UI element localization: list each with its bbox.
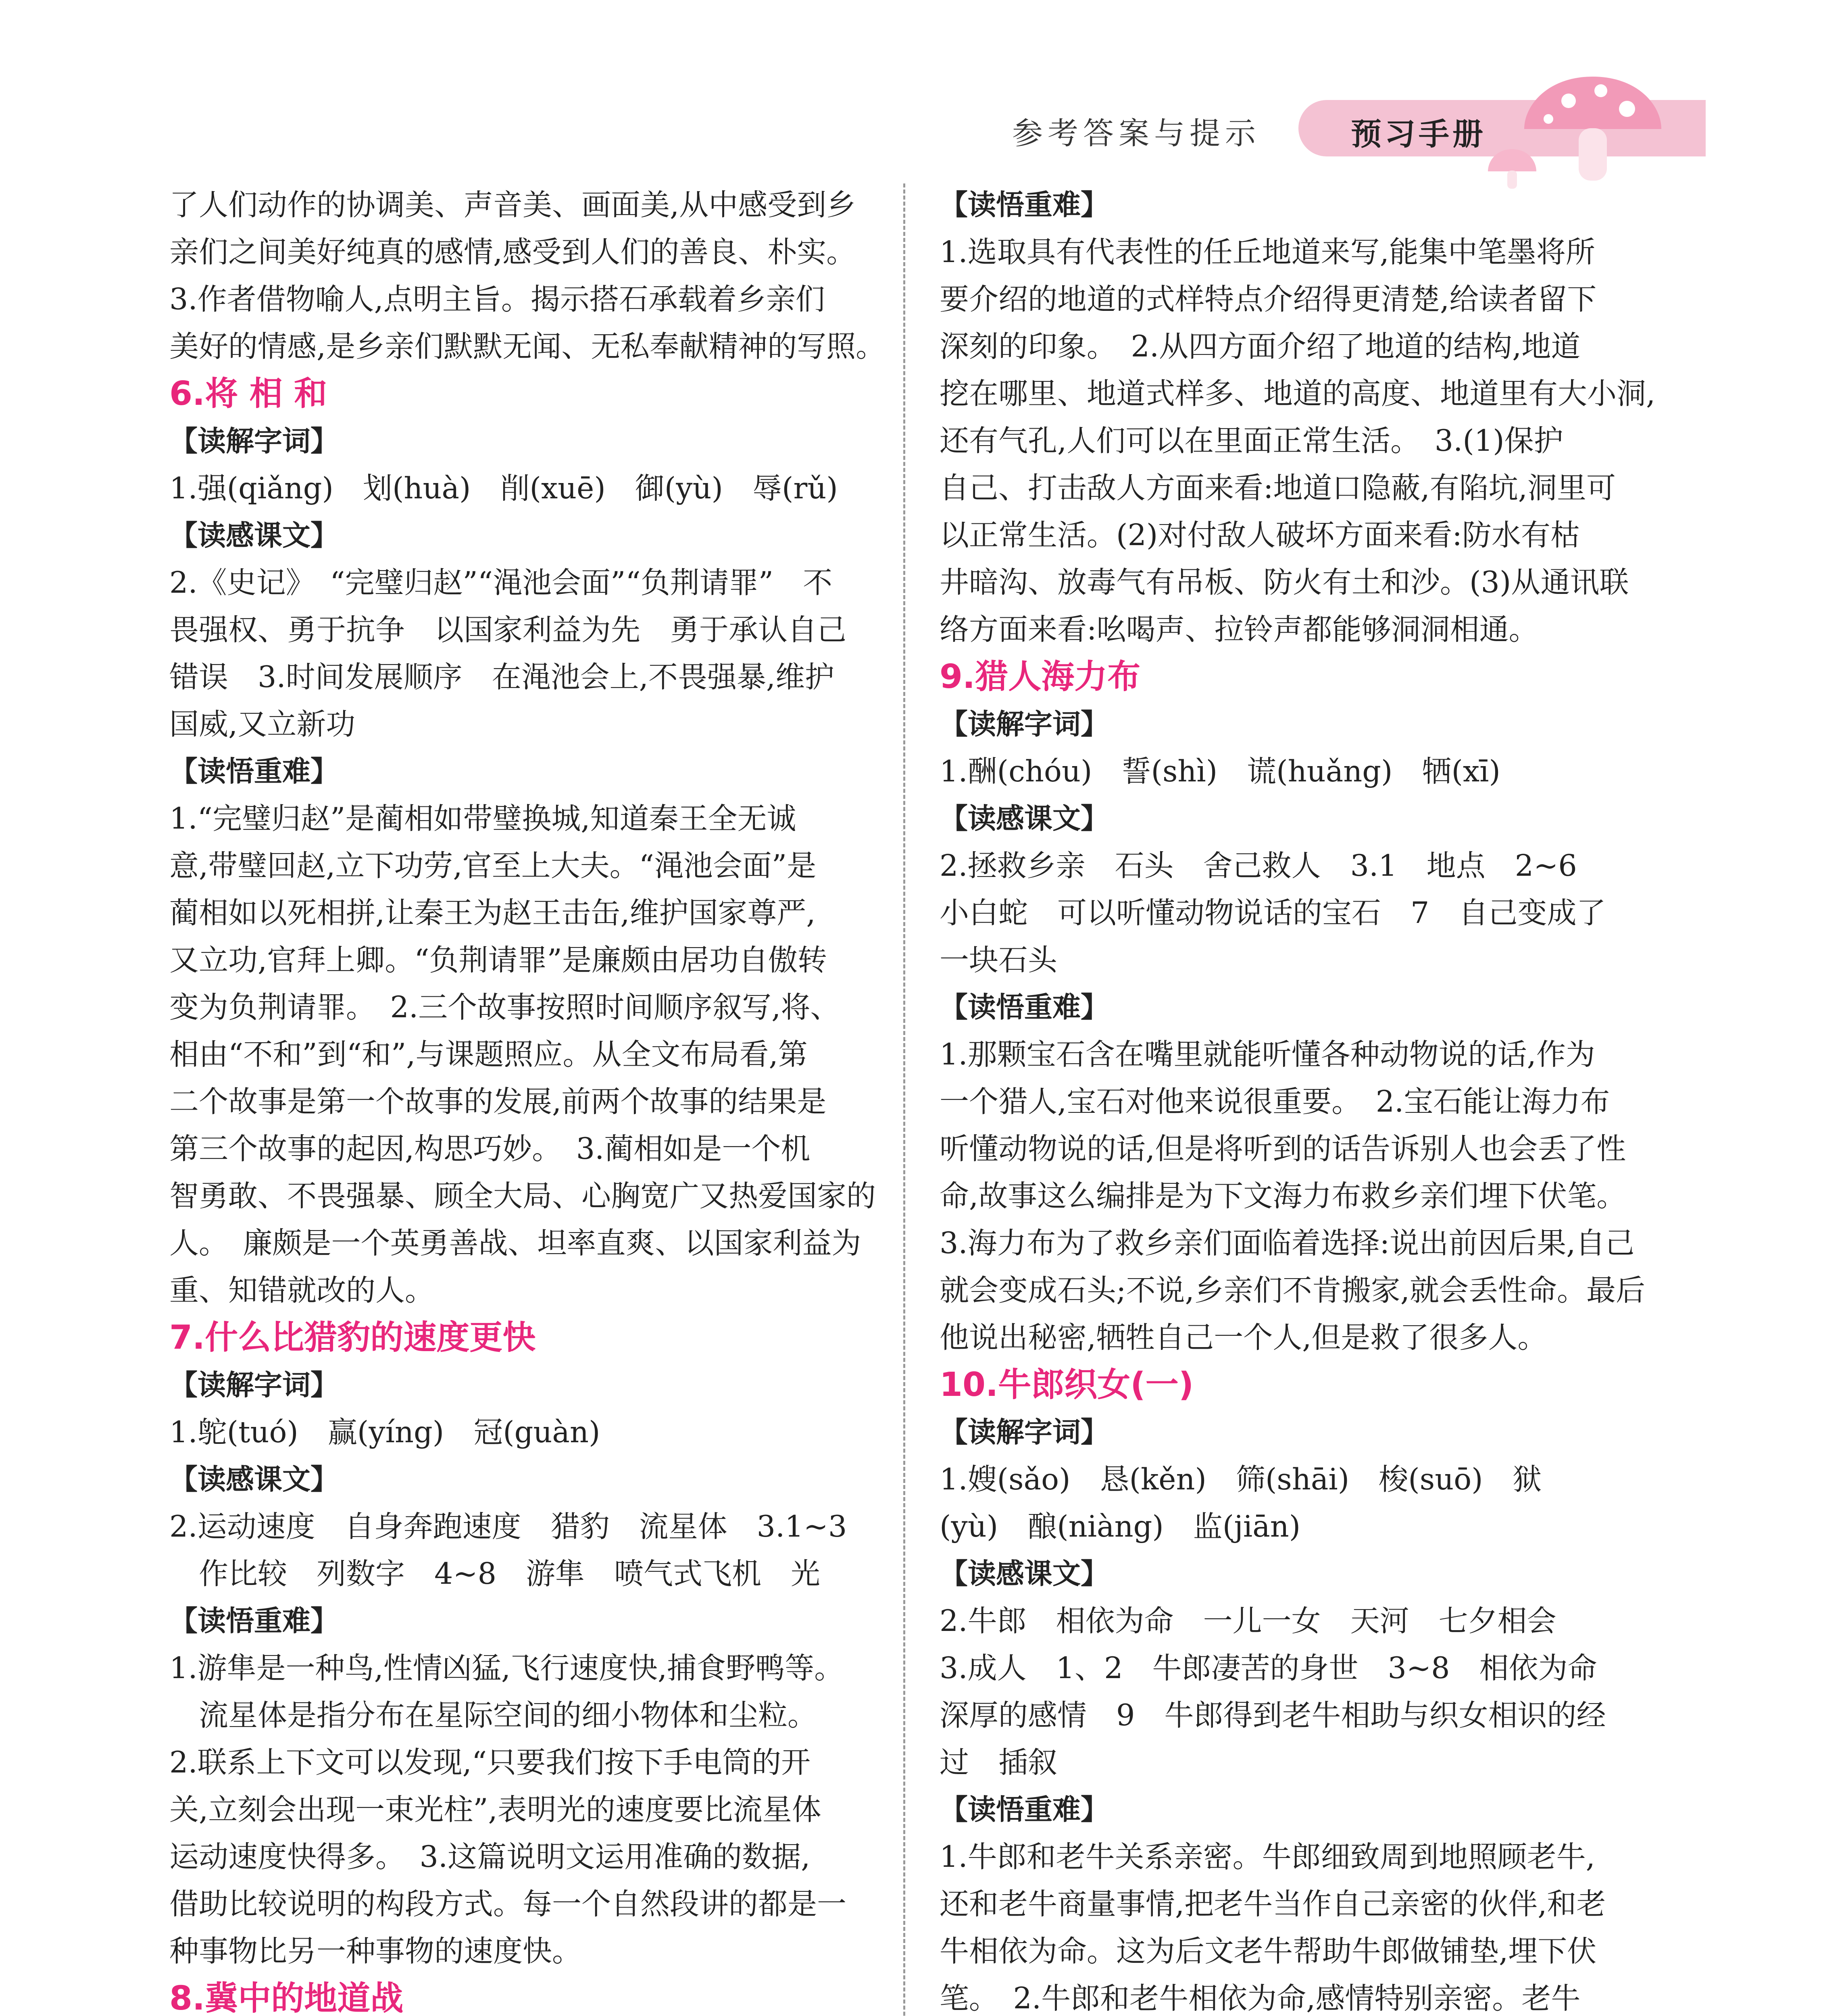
column-divider: [903, 183, 905, 2016]
header-tab-label: 预习手册: [1351, 116, 1486, 152]
text-line: 络方面来看:吆喝声、拉铃声都能够洞洞相通。: [940, 612, 1538, 647]
mushroom-icon: [1488, 69, 1698, 190]
text-line: 3.成人 1、2 牛郎凄苦的身世 3~8 相依为命: [940, 1651, 1597, 1685]
lesson-heading: 10.牛郎织女(一): [940, 1366, 1194, 1404]
text-line: 1.那颗宝石含在嘴里就能听懂各种动物说的话,作为: [940, 1037, 1595, 1072]
section-heading: 【读悟重难】: [940, 1793, 1109, 1826]
text-line: 要介绍的地道的式样特点介绍得更清楚,给读者留下: [940, 282, 1597, 317]
section-heading: 【读解字词】: [940, 1416, 1109, 1449]
text-line: 牛相依为命。这为后文老牛帮助牛郎做铺垫,埋下伏: [940, 1934, 1597, 1968]
text-line: 作比较 列数字 4~8 游隼 喷气式飞机 光: [169, 1557, 821, 1591]
text-line: 挖在哪里、地道式样多、地道的高度、地道里有大小洞,: [940, 377, 1656, 411]
text-line: 一个猎人,宝石对他来说很重要。 2.宝石能让海力布: [940, 1085, 1610, 1119]
text-line: 关,立刻会出现一束光柱”,表明光的速度要比流星体: [169, 1793, 821, 1827]
text-line: 人。 廉颇是一个英勇善战、坦率直爽、以国家利益为: [169, 1226, 861, 1260]
section-heading: 【读解字词】: [940, 708, 1109, 741]
section-heading: 【读感课文】: [940, 802, 1109, 835]
text-line: 就会变成石头;不说,乡亲们不肯搬家,就会丢性命。最后: [940, 1273, 1646, 1308]
text-line: 1.游隼是一种鸟,性情凶猛,飞行速度快,捕食野鸭等。: [169, 1651, 844, 1685]
page-header: [0, 0, 1821, 185]
text-line: 1.鸵(tuó) 赢(yíng) 冠(guàn): [169, 1415, 600, 1450]
text-line: 畏强权、勇于抗争 以国家利益为先 勇于承认自己: [169, 613, 846, 647]
text-line: 借助比较说明的构段方式。每一个自然段讲的都是一: [169, 1887, 846, 1921]
text-line: 笔。 2.牛郎和老牛相依为命,感情特别亲密。老牛: [940, 1981, 1581, 2016]
text-line: 亲们之间美好纯真的感情,感受到人们的善良、朴实。: [169, 235, 856, 269]
text-line: 1.强(qiǎng) 划(huà) 削(xuē) 御(yù) 辱(rǔ): [169, 471, 838, 506]
text-line: 二个故事是第一个故事的发展,前两个故事的结果是: [169, 1085, 827, 1119]
lesson-heading: 6.将 相 和: [169, 375, 327, 413]
text-line: 了人们动作的协调美、声音美、画面美,从中感受到乡: [169, 188, 856, 222]
section-heading: 【读悟重难】: [940, 188, 1109, 221]
text-line: 国威,又立新功: [169, 707, 356, 741]
text-line: 3.作者借物喻人,点明主旨。揭示搭石承载着乡亲们: [169, 282, 825, 317]
text-line: 意,带璧回赵,立下功劳,官至上大夫。“渑池会面”是: [169, 849, 817, 883]
text-line: 1.“完璧归赵”是蔺相如带璧换城,知道秦王全无诚: [169, 802, 796, 836]
right-column: [940, 181, 1656, 2016]
text-line: 蔺相如以死相拼,让秦王为赵王击缶,维护国家尊严,: [169, 896, 816, 930]
text-line: 变为负荆请罪。 2.三个故事按照时间顺序叙写,将、: [169, 990, 840, 1025]
text-line: 以正常生活。(2)对付敌人破坏方面来看:防水有枯: [940, 518, 1580, 552]
section-heading: 【读感课文】: [169, 1463, 339, 1496]
text-line: 一块石头: [940, 943, 1057, 977]
text-line: 深刻的印象。 2.从四方面介绍了地道的结构,地道: [940, 329, 1581, 364]
text-line: (yù) 酿(niàng) 监(jiān): [940, 1510, 1301, 1544]
lesson-heading: 9.猎人海力布: [940, 658, 1141, 696]
text-line: 还和老牛商量事情,把老牛当作自己亲密的伙伴,和老: [940, 1887, 1606, 1921]
text-line: 又立功,官拜上卿。“负荆请罪”是廉颇由居功自傲转: [169, 943, 827, 977]
lesson-heading: 7.什么比猎豹的速度更快: [169, 1318, 536, 1357]
text-line: 听懂动物说的话,但是将听到的话告诉别人也会丢了性: [940, 1132, 1626, 1166]
text-line: 相由“不和”到“和”,与课题照应。从全文布局看,第: [169, 1037, 808, 1072]
text-line: 智勇敢、不畏强暴、顾全大局、心胸宽广又热爱国家的: [169, 1179, 876, 1213]
text-line: 他说出秘密,牺牲自己一个人,但是救了很多人。: [940, 1320, 1547, 1355]
text-line: 运动速度快得多。 3.这篇说明文运用准确的数据,: [169, 1840, 810, 1874]
text-line: 命,故事这么编排是为下文海力布救乡亲们埋下伏笔。: [940, 1179, 1626, 1213]
text-line: 种事物比另一种事物的速度快。: [169, 1934, 581, 1968]
text-line: 3.海力布为了救乡亲们面临着选择:说出前因后果,自己: [940, 1226, 1635, 1260]
text-line: 2.牛郎 相依为命 一儿一女 天河 七夕相会: [940, 1604, 1556, 1638]
text-line: 小白蛇 可以听懂动物说话的宝石 7 自己变成了: [940, 896, 1606, 930]
text-line: 2.拯救乡亲 石头 舍己救人 3.1 地点 2~6: [940, 849, 1577, 883]
header-title: 参考答案与提示: [1012, 115, 1261, 151]
lesson-heading: 8.冀中的地道战: [169, 1979, 404, 2016]
text-line: 流星体是指分布在星际空间的细小物体和尘粒。: [169, 1698, 817, 1733]
text-line: 2.联系上下文可以发现,“只要我们按下手电筒的开: [169, 1745, 811, 1780]
text-line: 过 插叙: [940, 1745, 1057, 1780]
text-line: 1.牛郎和老牛关系亲密。牛郎细致周到地照顾老牛,: [940, 1840, 1595, 1874]
section-heading: 【读感课文】: [169, 519, 339, 552]
text-line: 自己、打击敌人方面来看:地道口隐蔽,有陷坑,洞里可: [940, 471, 1616, 505]
text-line: 1.酬(chóu) 誓(shì) 谎(huǎng) 牺(xī): [940, 754, 1500, 789]
text-line: 第三个故事的起因,构思巧妙。 3.蔺相如是一个机: [169, 1132, 810, 1166]
text-line: 2.《史记》 “完璧归赵”“渑池会面”“负荆请罪” 不: [169, 566, 833, 600]
text-line: 深厚的感情 9 牛郎得到老牛相助与织女相识的经: [940, 1698, 1606, 1733]
text-line: 重、知错就改的人。: [169, 1273, 434, 1308]
text-line: 错误 3.时间发展顺序 在渑池会上,不畏强暴,维护: [169, 660, 835, 694]
section-heading: 【读悟重难】: [940, 991, 1109, 1024]
text-line: 2.运动速度 自身奔跑速度 猎豹 流星体 3.1~3: [169, 1510, 847, 1544]
section-heading: 【读解字词】: [169, 1368, 339, 1402]
text-line: 美好的情感,是乡亲们默默无闻、无私奉献精神的写照。: [169, 329, 885, 364]
text-line: 还有气孔,人们可以在里面正常生活。 3.(1)保护: [940, 424, 1563, 458]
section-heading: 【读感课文】: [940, 1557, 1109, 1590]
left-column: [169, 181, 883, 2016]
text-line: 井暗沟、放毒气有吊板、防火有土和沙。(3)从通讯联: [940, 565, 1629, 600]
section-heading: 【读解字词】: [169, 425, 339, 458]
section-heading: 【读悟重难】: [169, 1604, 339, 1637]
text-line: 1.选取具有代表性的任丘地道来写,能集中笔墨将所: [940, 235, 1595, 269]
section-heading: 【读悟重难】: [169, 755, 339, 788]
text-line: 1.嫂(sǎo) 恳(kěn) 筛(shāi) 梭(suō) 狱: [940, 1462, 1542, 1497]
